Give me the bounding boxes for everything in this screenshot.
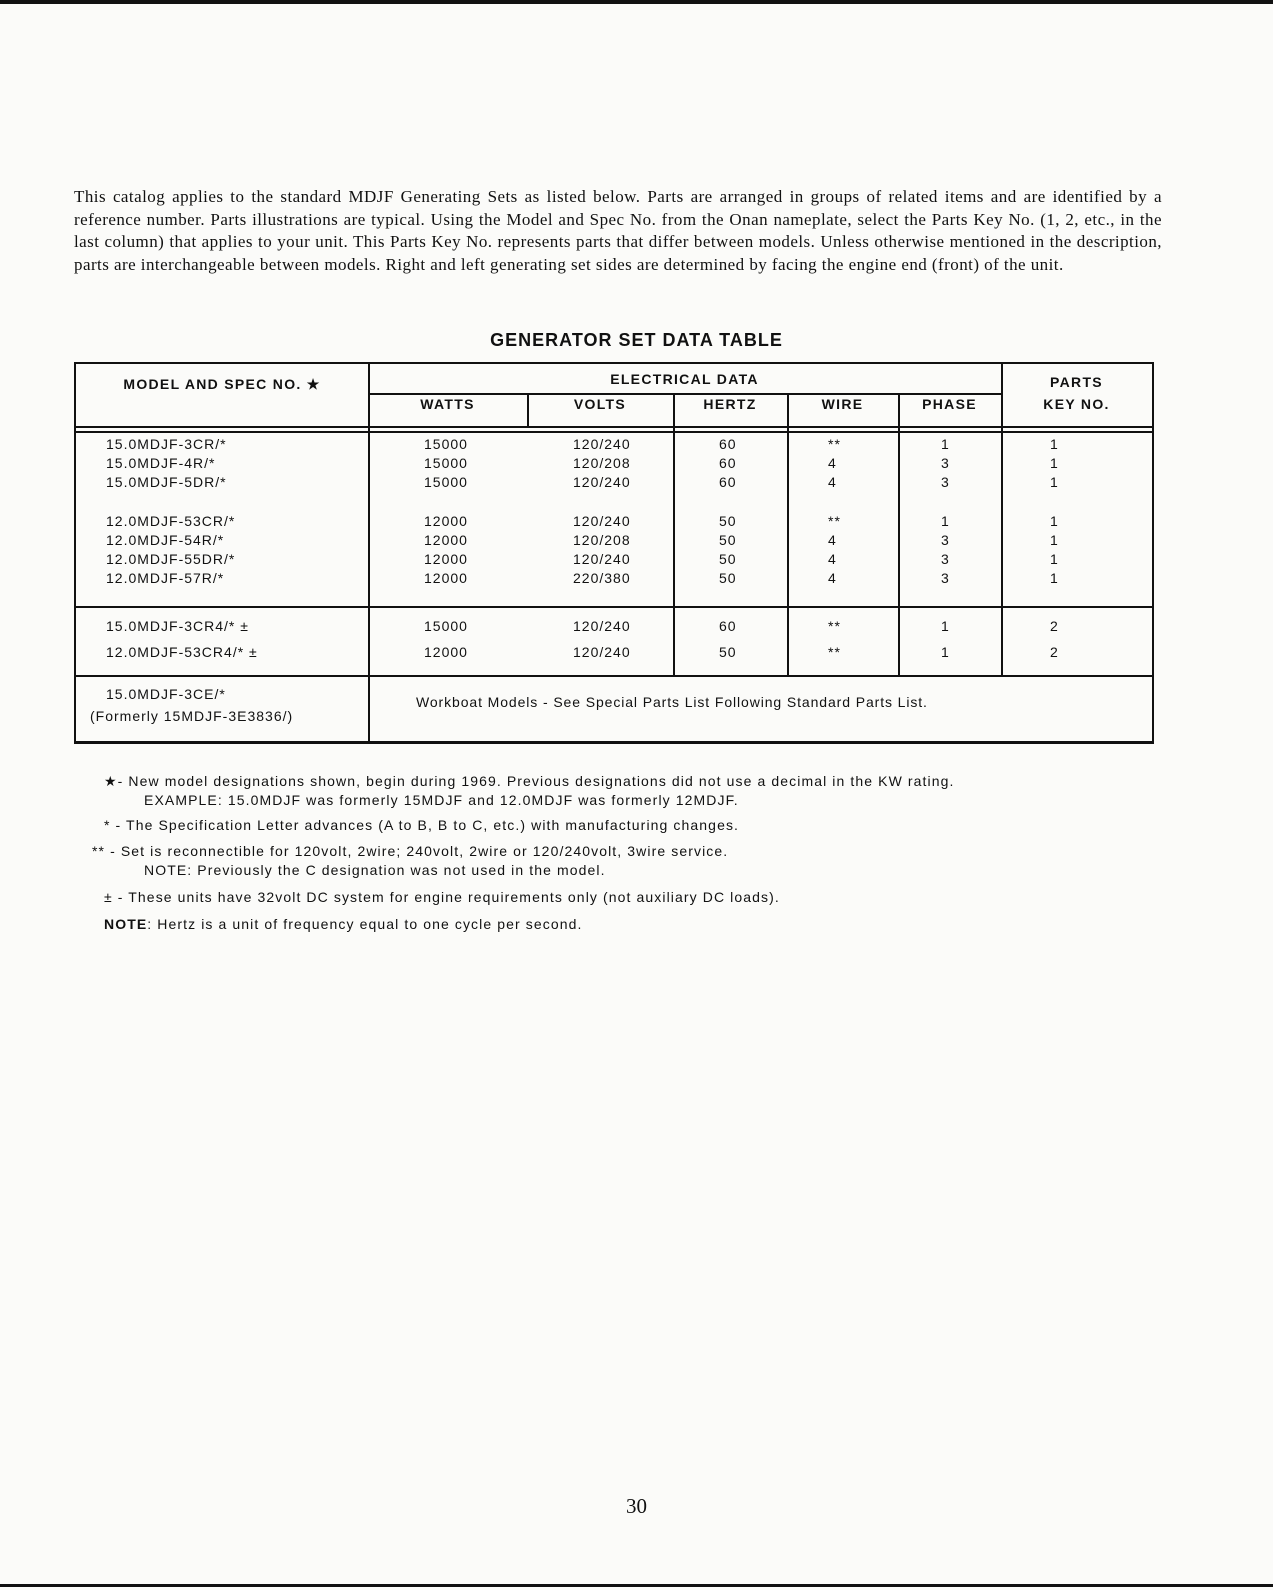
footnote-hertz-label: NOTE <box>104 916 148 932</box>
header-hertz: HERTZ <box>703 396 757 412</box>
cell-volts: 120/240 <box>573 618 631 634</box>
cell-wire: ** <box>828 513 841 529</box>
cell-model: 15.0MDJF-4R/* <box>106 455 216 471</box>
cell-watts: 15000 <box>424 436 468 452</box>
page-number: 30 <box>626 1494 647 1518</box>
bottom-rule <box>0 1584 1273 1587</box>
footnote-hertz <box>104 913 583 937</box>
cell-hertz: 60 <box>719 455 737 471</box>
footnote-reconnectible-note: NOTE: Previously the C designation was not used in the model. <box>144 862 606 878</box>
footnote-star: ★- New model designations shown, begin during 1969. Previous designations did not use a decimal in the KW rating. <box>104 773 955 789</box>
footnote-dc-system: ± - These units have 32volt DC system for engine requirements only (not auxiliary DC loads). <box>104 889 780 905</box>
cell-key: 1 <box>1050 436 1059 452</box>
col-divider-wire-body <box>898 426 900 676</box>
header-volts: VOLTS <box>573 396 627 412</box>
col-divider-volts-lower <box>673 606 675 676</box>
cell-watts: 12000 <box>424 532 468 548</box>
cell-model: 15.0MDJF-3CR4/* ± <box>106 618 249 634</box>
header-watts: WATTS <box>420 396 475 412</box>
cell-model: 15.0MDJF-3CR/* <box>106 436 227 452</box>
footnote-spec-letter: * - The Specification Letter advances (A to B, B to C, etc.) with manufacturing changes. <box>104 817 740 833</box>
cell-watts: 12000 <box>424 513 468 529</box>
header-phase: PHASE <box>922 396 977 412</box>
group-separator-2 <box>76 675 1152 677</box>
cell-hertz: 50 <box>719 513 737 529</box>
cell-wire: ** <box>828 644 841 660</box>
intro-paragraph: This catalog applies to the standard MDJF Generating Sets as listed below. Parts are arranged in groups of related items and are identified by a reference number. Parts illustrations are typical. Using the Model and Spec No. from the Onan nameplate, select the Parts Key No. (1, 2, etc., in the last column) that applies to your unit. This Parts Key No. represents parts that differ between models. Unless otherwise mentioned in the description, parts are interchangeable between models. Right and left generating set sides are determined by facing the engine end (front) of the unit. <box>74 187 1162 274</box>
cell-volts: 120/240 <box>573 551 631 567</box>
cell-volts: 120/208 <box>573 532 631 548</box>
cell-watts: 12000 <box>424 570 468 586</box>
cell-model: 12.0MDJF-53CR4/* ± <box>106 644 258 660</box>
cell-phase: 3 <box>941 570 950 586</box>
cell-volts: 220/380 <box>573 570 631 586</box>
cell-volts: 120/240 <box>573 436 631 452</box>
cell-key: 1 <box>1050 474 1059 490</box>
cell-volts: 120/240 <box>573 474 631 490</box>
group-separator-1 <box>76 606 1152 608</box>
cell-volts: 120/208 <box>573 455 631 471</box>
cell-phase: 3 <box>941 551 950 567</box>
cell-watts: 15000 <box>424 474 468 490</box>
cell-volts: 120/240 <box>573 644 631 660</box>
electrical-header-rule <box>368 393 1001 395</box>
workboat-note: Workboat Models - See Special Parts List Following Standard Parts List. <box>416 694 928 710</box>
cell-hertz: 50 <box>719 570 737 586</box>
footnote-reconnectible: ** - Set is reconnectible for 120volt, 2wire; 240volt, 2wire or 120/240volt, 3wire service. <box>92 843 729 859</box>
cell-model: 12.0MDJF-53CR/* <box>106 513 236 529</box>
header-parts-key-line1: PARTS <box>1050 374 1103 390</box>
cell-watts: 15000 <box>424 455 468 471</box>
cell-phase: 3 <box>941 532 950 548</box>
cell-model: 15.0MDJF-5DR/* <box>106 474 227 490</box>
cell-key: 2 <box>1050 618 1059 634</box>
cell-hertz: 60 <box>719 618 737 634</box>
cell-wire: 4 <box>828 551 837 567</box>
cell-phase: 1 <box>941 513 950 529</box>
cell-wire: ** <box>828 436 841 452</box>
cell-wire: 4 <box>828 570 837 586</box>
header-model: MODEL AND SPEC NO. ★ <box>123 376 321 392</box>
cell-phase: 3 <box>941 455 950 471</box>
cell-watts: 12000 <box>424 644 468 660</box>
header-parts-key-line2: KEY NO. <box>1043 396 1110 412</box>
cell-model: 12.0MDJF-55DR/* <box>106 551 236 567</box>
header-rule-double <box>76 431 1152 433</box>
cell-watts: 12000 <box>424 551 468 567</box>
cell-wire: ** <box>828 618 841 634</box>
cell-hertz: 50 <box>719 644 737 660</box>
workboat-model: 15.0MDJF-3CE/* <box>106 686 226 702</box>
cell-volts: 120/240 <box>573 513 631 529</box>
cell-hertz: 50 <box>719 551 737 567</box>
footnote-star-example: EXAMPLE: 15.0MDJF was formerly 15MDJF and 12.0MDJF was formerly 12MDJF. <box>144 792 739 808</box>
header-rule <box>76 426 1152 428</box>
cell-watts: 15000 <box>424 618 468 634</box>
cell-model: 12.0MDJF-54R/* <box>106 532 225 548</box>
cell-phase: 3 <box>941 474 950 490</box>
col-divider-hertz-lower <box>787 606 789 676</box>
cell-key: 2 <box>1050 644 1059 660</box>
generator-data-table <box>74 362 1154 744</box>
cell-phase: 1 <box>941 644 950 660</box>
footnote-hertz-text: : Hertz is a unit of frequency equal to one cycle per second. <box>147 916 583 932</box>
col-divider-model <box>368 364 370 742</box>
cell-key: 1 <box>1050 455 1059 471</box>
cell-key: 1 <box>1050 513 1059 529</box>
cell-wire: 4 <box>828 532 837 548</box>
cell-phase: 1 <box>941 436 950 452</box>
header-electrical: ELECTRICAL DATA <box>610 371 759 387</box>
cell-key: 1 <box>1050 551 1059 567</box>
cell-hertz: 60 <box>719 436 737 452</box>
header-wire: WIRE <box>821 396 864 412</box>
cell-phase: 1 <box>941 618 950 634</box>
top-rule <box>0 0 1273 4</box>
cell-model: 12.0MDJF-57R/* <box>106 570 225 586</box>
cell-key: 1 <box>1050 570 1059 586</box>
workboat-former-model: (Formerly 15MDJF-3E3836/) <box>90 708 294 724</box>
cell-wire: 4 <box>828 474 837 490</box>
cell-key: 1 <box>1050 532 1059 548</box>
cell-hertz: 50 <box>719 532 737 548</box>
cell-wire: 4 <box>828 455 837 471</box>
cell-hertz: 60 <box>719 474 737 490</box>
table-title: GENERATOR SET DATA TABLE <box>490 330 783 350</box>
